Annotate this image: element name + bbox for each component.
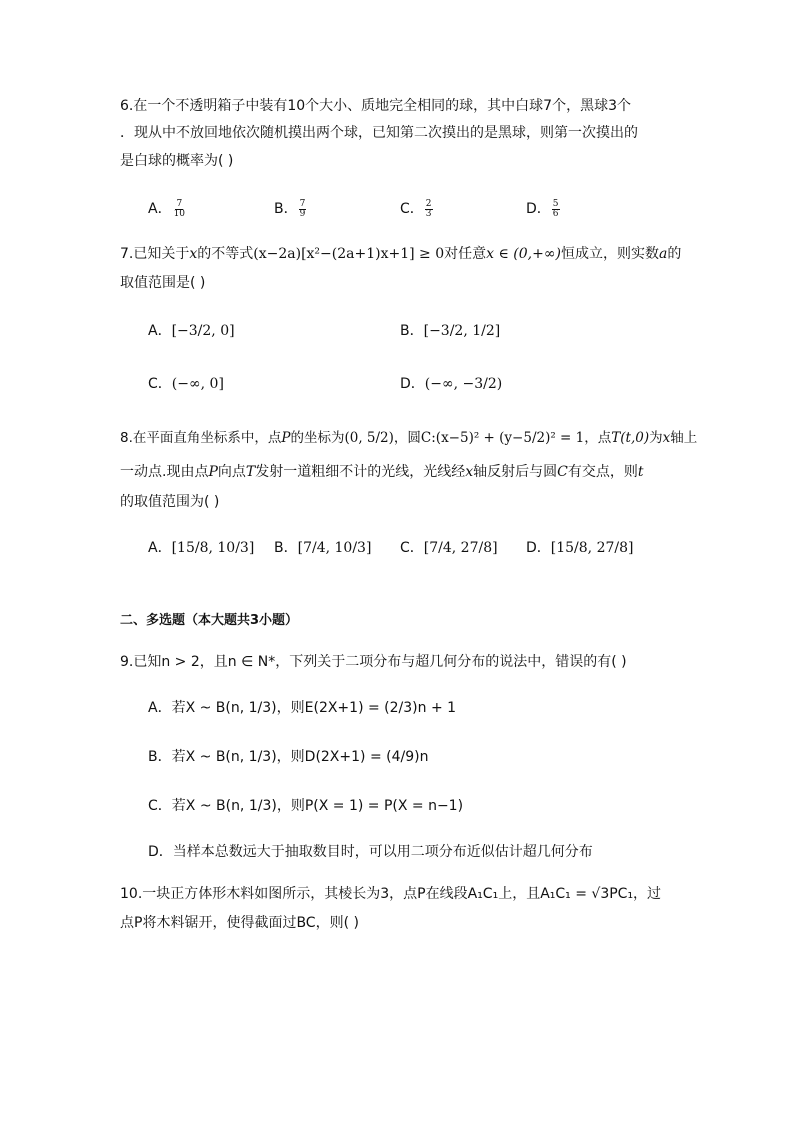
q6-line-1: 6.在一个不透明箱子中装有10个大小、质地完全相同的球，其中白球7个，黑球3个	[120, 98, 631, 114]
q8-option-a: A．[15/8, 10/3]	[148, 540, 255, 556]
q8-line-3: 的取值范围为( )	[120, 494, 220, 510]
q6-option-d: D． $\frac{5}{6}$	[526, 198, 559, 219]
q7-line-1: 7.已知关于x的不等式(x−2a)[x²−(2a+1)x+1] ≥ 0对任意x ∈ (0,+∞)恒成立，则实数a的	[120, 246, 682, 262]
q6-line-2: ．现从中不放回地依次随机摸出两个球，已知第二次摸出的是黑球，则第一次摸出的	[120, 125, 638, 141]
q7-line-2: 取值范围是( )	[120, 275, 206, 291]
q8-option-d: D．[15/8, 27/8]	[526, 540, 634, 556]
q9-option-c: C．若X ~ B(n, 1/3)，则P(X = 1) = P(X = n−1)	[148, 798, 464, 814]
section-heading: 二、多选题（本大题共3小题）	[120, 613, 299, 628]
q9-option-a: A．若X ~ B(n, 1/3)，则E(2X+1) = (2/3)n + 1	[148, 700, 457, 716]
q8-line-1: 8.在平面直角坐标系中，点P的坐标为(0, 5/2)，圆C:(x−5)² + (y−5/2)² = 1，点T(t,0)为x轴上	[120, 430, 698, 446]
q7-option-a: A．[−3/2, 0]	[148, 323, 235, 339]
q9-option-b: B．若X ~ B(n, 1/3)，则D(2X+1) = (4/9)n	[148, 749, 429, 765]
q8-option-c: C．[7/4, 27/8]	[400, 540, 498, 556]
q6-option-c: C． $\frac{2}{3}$	[400, 198, 432, 219]
q7-option-d: D．(−∞, −3/2)	[400, 376, 503, 392]
q8-option-b: B．[7/4, 10/3]	[274, 540, 372, 556]
q10-line-1: 10.一块正方体形木料如图所示，其棱长为3，点P在线段A₁C₁上，且A₁C₁ = √3PC₁，过	[120, 886, 662, 902]
q10-line-2: 点P将木料锯开，使得截面过BC，则( )	[120, 915, 359, 931]
q8-line-2: 一动点.现由点P向点T发射一道粗细不计的光线，光线经x轴反射后与圆C有交点，则t	[120, 464, 644, 480]
q6-option-b: B． $\frac{7}{9}$	[274, 198, 306, 219]
q7-option-c: C．(−∞, 0]	[148, 376, 224, 392]
q7-option-b: B．[−3/2, 1/2]	[400, 323, 501, 339]
q6-option-a: A． $\frac{7}{10}$	[148, 198, 186, 219]
q9-option-d: D．当样本总数远大于抽取数目时，可以用二项分布近似估计超几何分布	[148, 844, 593, 860]
q6-line-3: 是白球的概率为( )	[120, 153, 234, 169]
q9-line-1: 9.已知n > 2，且n ∈ N*，下列关于二项分布与超几何分布的说法中，错误的有( )	[120, 654, 627, 670]
